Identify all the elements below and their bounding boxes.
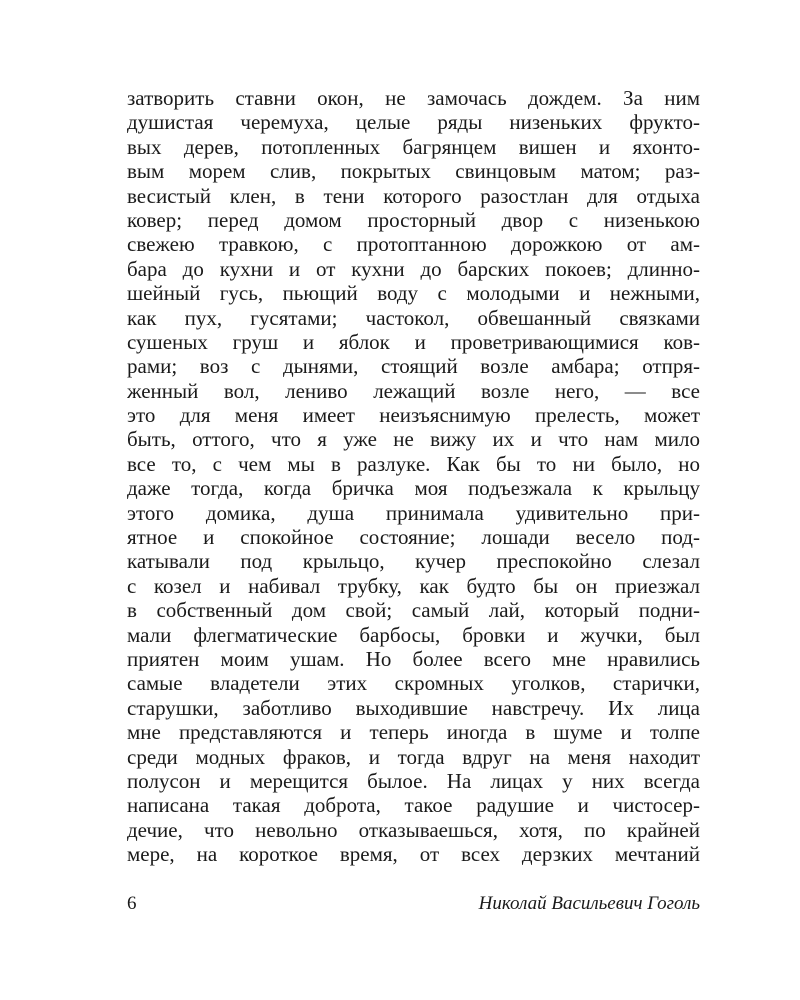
- text-line: даже тогда, когда бричка моя подъезжала к крыльцу: [127, 476, 700, 501]
- text-line: ковер; перед домом просторный двор с низенькою: [127, 207, 700, 232]
- page-footer: [127, 891, 700, 917]
- text-line: мне представляются и теперь иногда в шуме и толпе: [127, 720, 700, 745]
- text-line: этого домика, душа принимала удивительно при-: [127, 500, 700, 525]
- text-line: в собственный дом свой; самый лай, который подни-: [127, 598, 700, 623]
- text-line: женный вол, лениво лежащий возле него, — все: [127, 378, 700, 403]
- text-line: рами; воз с дынями, стоящий возле амбара; отпря-: [127, 354, 700, 379]
- text-line: ятное и спокойное состояние; лошади весело под-: [127, 525, 700, 550]
- text-line: как пух, гусятами; частокол, обвешанный связками: [127, 305, 700, 330]
- text-line: катывали под крыльцо, кучер преспокойно слезал: [127, 549, 700, 574]
- text-line: затворить ставни окон, не замочась дождем. За ним: [127, 86, 700, 110]
- text-line: быть, оттого, что я уже не вижу их и что нам мило: [127, 427, 700, 452]
- text-line: шейный гусь, пьющий воду с молодыми и нежными,: [127, 281, 700, 306]
- text-line: написана такая доброта, такое радушие и чистосер-: [127, 793, 700, 818]
- text-line: мере, на короткое время, от всех дерзких мечтаний: [127, 842, 700, 867]
- text-line: сушеных груш и яблок и проветривающимися ков-: [127, 329, 700, 354]
- body-text: [127, 86, 700, 867]
- text-line: самые владетели этих скромных уголков, старички,: [127, 671, 700, 696]
- text-line: бара до кухни и от кухни до барских покоев; длинно-: [127, 256, 700, 281]
- text-line: мали флегматические барбосы, бровки и жучки, был: [127, 622, 700, 647]
- running-author: Николай Васильевич Гоголь: [478, 893, 700, 914]
- text-line: вым морем слив, покрытых свинцовым матом; раз-: [127, 159, 700, 184]
- text-line: старушки, заботливо выходившие навстречу. Их лица: [127, 695, 700, 720]
- text-line: дечие, что невольно отказываешься, хотя, по крайней: [127, 817, 700, 842]
- text-line: это для меня имеет неизъяснимую прелесть, может: [127, 403, 700, 428]
- text-line: с козел и набивал трубку, как будто бы он приезжал: [127, 573, 700, 598]
- text-line: среди модных фраков, и тогда вдруг на меня находит: [127, 744, 700, 769]
- text-line: все то, с чем мы в разлуке. Как бы то ни было, но: [127, 451, 700, 476]
- text-line: вых дерев, потопленных багрянцем вишен и яхонто-: [127, 134, 700, 159]
- text-line: душистая черемуха, целые ряды низеньких фрукто-: [127, 110, 700, 135]
- text-line: свежею травкою, с протоптанною дорожкою от ам-: [127, 232, 700, 257]
- text-line: весистый клен, в тени которого разостлан для отдыха: [127, 183, 700, 208]
- text-line: полусон и мерещится былое. На лицах у них всегда: [127, 768, 700, 793]
- page-number: 6: [127, 893, 137, 914]
- text-line: приятен моим ушам. Но более всего мне нравились: [127, 646, 700, 671]
